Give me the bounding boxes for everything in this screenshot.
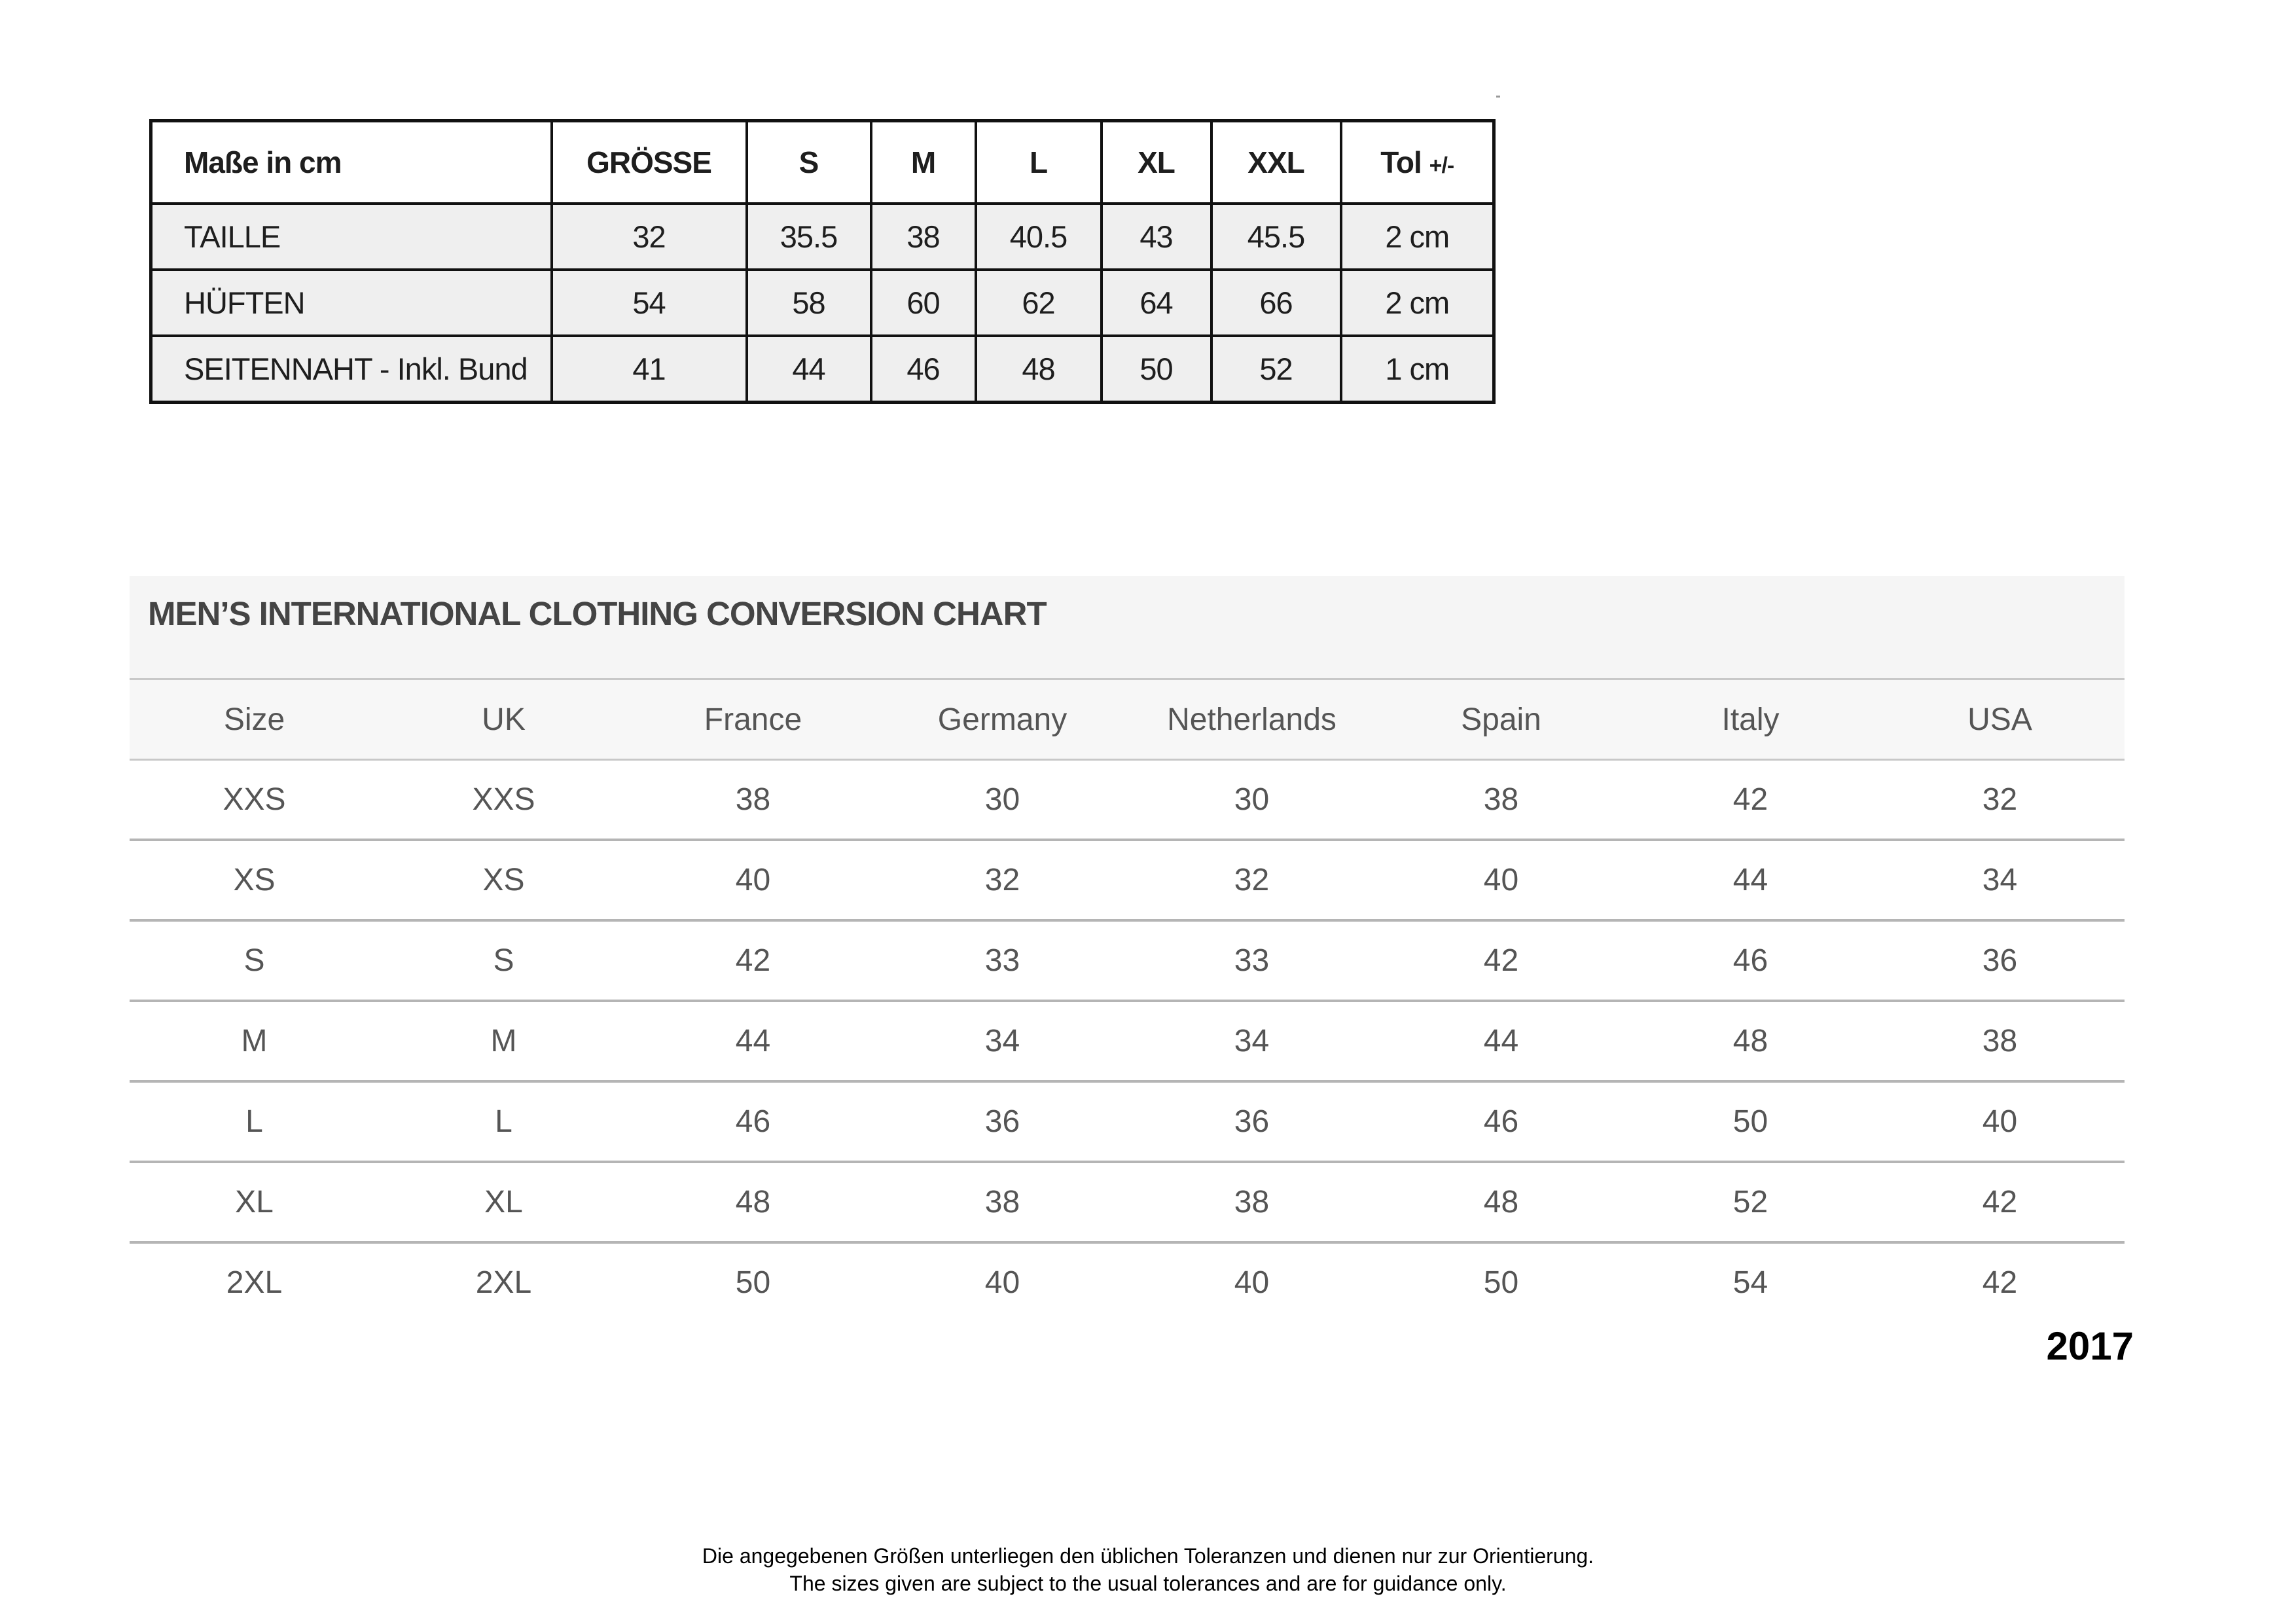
measurement-row: [151, 204, 1494, 270]
conversion-header-cell: Spain: [1376, 679, 1626, 760]
value-cell: 66: [1211, 270, 1341, 336]
conversion-cell: 40: [1875, 1081, 2125, 1162]
conversion-cell: 38: [878, 1162, 1127, 1242]
value-cell: 48: [976, 336, 1102, 403]
row-label-cell: HÜFTEN: [151, 270, 552, 336]
conversion-cell: 42: [1875, 1162, 2125, 1242]
conversion-cell: 44: [1626, 840, 1875, 920]
value-cell: 44: [747, 336, 871, 403]
value-cell: 45.5: [1211, 204, 1341, 270]
conversion-row: [130, 840, 2125, 920]
conversion-cell: 40: [984, 1265, 1020, 1300]
conversion-cell: XL: [130, 1162, 379, 1242]
conversion-cell: L: [130, 1081, 379, 1162]
conversion-cell: 38: [628, 760, 878, 840]
measurement-row: [151, 336, 1494, 403]
conversion-cell: 38: [1376, 760, 1626, 840]
conversion-cell: XL: [379, 1162, 628, 1242]
conversion-cell: 32: [878, 840, 1127, 920]
conversion-header-cell: France: [628, 679, 878, 760]
conversion-row: [130, 760, 2125, 840]
conversion-cell: 50: [735, 1265, 771, 1300]
value-cell: 60: [871, 270, 976, 336]
conversion-cell: 40: [1376, 840, 1626, 920]
footer-line-en: The sizes given are subject to the usual tolerances and are for guidance only.: [789, 1572, 1507, 1595]
conversion-cell: 30: [1127, 760, 1376, 840]
conversion-cell: XXS: [130, 760, 379, 840]
conversion-cell: L: [379, 1081, 628, 1162]
conversion-cell: 44: [1376, 1001, 1626, 1081]
conversion-cell: XXS: [379, 760, 628, 840]
conversion-row: [130, 1001, 2125, 1081]
conversion-cell: 36: [878, 1081, 1127, 1162]
header-cell: M: [871, 121, 976, 204]
value-cell: 2 cm: [1341, 204, 1494, 270]
header-cell: GRÖSSE: [552, 121, 747, 204]
tol-suffix: +/-: [1429, 153, 1454, 178]
measurement-row: [151, 270, 1494, 336]
value-cell: 41: [552, 336, 747, 403]
conversion-cell: 42: [1982, 1265, 2018, 1300]
conversion-cell: 30: [878, 760, 1127, 840]
conversion-cell: 34: [1127, 1001, 1376, 1081]
tol-label: Tol: [1380, 145, 1422, 179]
conversion-header-cell: Germany: [878, 679, 1127, 760]
stray-mark: [1496, 96, 1500, 98]
conversion-header-cell: UK: [379, 679, 628, 760]
conversion-cell: XS: [130, 840, 379, 920]
conversion-row: [130, 1081, 2125, 1162]
value-cell: 64: [1102, 270, 1211, 336]
row-label-cell: SEITENNAHT - Inkl. Bund: [151, 336, 552, 403]
header-cell: XXL: [1211, 121, 1341, 204]
conversion-cell: 40: [1234, 1265, 1270, 1300]
tol-header-cell: [1341, 121, 1494, 204]
conversion-cell: 50: [1483, 1265, 1519, 1300]
conversion-cell: 42: [628, 920, 878, 1001]
conversion-cell: 46: [1376, 1081, 1626, 1162]
row-label-cell: TAILLE: [151, 204, 552, 270]
value-cell: 2 cm: [1341, 270, 1494, 336]
conversion-cell: 48: [1376, 1162, 1626, 1242]
footer-note: [0, 1542, 2296, 1597]
conversion-row: [130, 1242, 2125, 1322]
header-cell: L: [976, 121, 1102, 204]
value-cell: 32: [552, 204, 747, 270]
conversion-header-cell: USA: [1875, 679, 2125, 760]
conversion-cell: 54: [1732, 1265, 1768, 1300]
conversion-table: [130, 678, 2125, 1322]
year-label: 2017: [2046, 1324, 2134, 1368]
conversion-cell: 48: [628, 1162, 878, 1242]
conversion-cell: XS: [379, 840, 628, 920]
conversion-chart: [130, 576, 2125, 1300]
header-cell: Maße in cm: [151, 121, 552, 204]
conversion-cell: 38: [1127, 1162, 1376, 1242]
value-cell: 1 cm: [1341, 336, 1494, 403]
conversion-cell: 36: [1127, 1081, 1376, 1162]
conversion-cell: S: [379, 920, 628, 1001]
conversion-row: [130, 920, 2125, 1001]
header-cell: XL: [1102, 121, 1211, 204]
conversion-cell: M: [130, 1001, 379, 1081]
conversion-cell: 36: [1875, 920, 2125, 1001]
conversion-cell: 52: [1626, 1162, 1875, 1242]
value-cell: 52: [1211, 336, 1341, 403]
value-cell: 46: [871, 336, 976, 403]
conversion-cell: 33: [878, 920, 1127, 1001]
conversion-cell: 2XL: [226, 1265, 283, 1300]
measurement-table: [149, 119, 1496, 404]
conversion-cell: 34: [878, 1001, 1127, 1081]
conversion-cell: 38: [1875, 1001, 2125, 1081]
value-cell: 43: [1102, 204, 1211, 270]
conversion-cell: 46: [1626, 920, 1875, 1001]
conversion-title-band: [130, 576, 2125, 678]
conversion-cell: 42: [1376, 920, 1626, 1001]
conversion-header-row: [130, 679, 2125, 760]
conversion-cell: 2XL: [475, 1265, 532, 1300]
conversion-cell: 50: [1626, 1081, 1875, 1162]
value-cell: 35.5: [747, 204, 871, 270]
footer-line-de: Die angegebenen Größen unterliegen den üblichen Toleranzen und dienen nur zur Orientierung.: [702, 1544, 1594, 1568]
value-cell: 58: [747, 270, 871, 336]
value-cell: 62: [976, 270, 1102, 336]
conversion-header-cell: Italy: [1626, 679, 1875, 760]
conversion-cell: 32: [1127, 840, 1376, 920]
conversion-cell: M: [379, 1001, 628, 1081]
conversion-cell: 40: [628, 840, 878, 920]
conversion-row: [130, 1162, 2125, 1242]
conversion-cell: S: [130, 920, 379, 1001]
conversion-title: MEN’S INTERNATIONAL CLOTHING CONVERSION CHART: [148, 595, 1047, 632]
value-cell: 54: [552, 270, 747, 336]
measurement-header-row: [151, 121, 1494, 204]
conversion-cell: 34: [1875, 840, 2125, 920]
conversion-header-cell: Size: [130, 679, 379, 760]
conversion-cell: 48: [1626, 1001, 1875, 1081]
header-cell: S: [747, 121, 871, 204]
conversion-cell: 44: [628, 1001, 878, 1081]
conversion-cell: 33: [1127, 920, 1376, 1001]
value-cell: 40.5: [976, 204, 1102, 270]
value-cell: 38: [871, 204, 976, 270]
conversion-cell: 42: [1626, 760, 1875, 840]
conversion-cell: 46: [628, 1081, 878, 1162]
conversion-cell: 32: [1875, 760, 2125, 840]
conversion-header-cell: Netherlands: [1127, 679, 1376, 760]
value-cell: 50: [1102, 336, 1211, 403]
